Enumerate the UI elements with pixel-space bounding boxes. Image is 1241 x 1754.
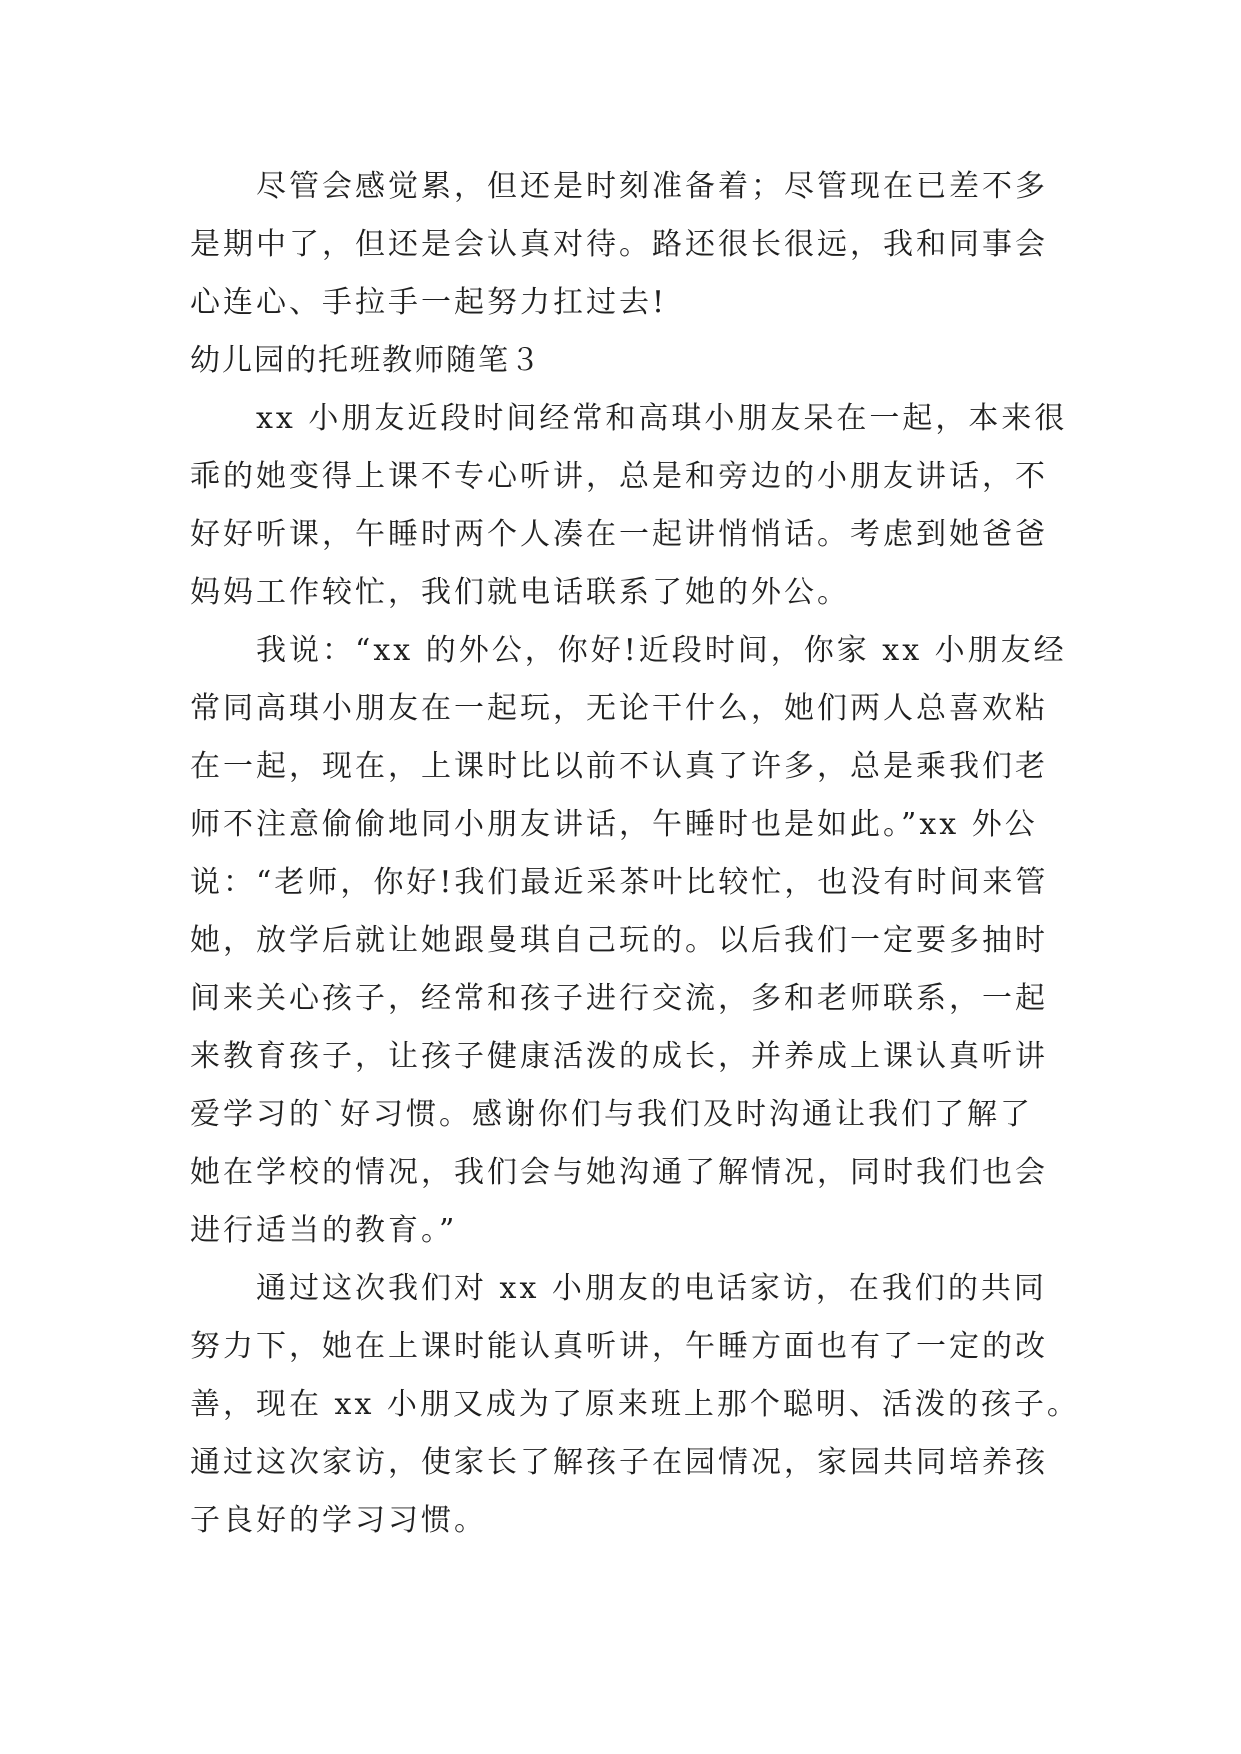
paragraph-line: 尽管会感觉累，但还是时刻准备着；尽管现在已差不多 xyxy=(256,169,1048,204)
paragraph-line: 通过这次我们对 xx 小朋友的电话家访，在我们的共同 xyxy=(256,1271,1047,1306)
paragraph-line: xx 小朋友近段时间经常和高琪小朋友呆在一起，本来很 xyxy=(256,401,1068,436)
paragraph-line: 说：“老师，你好!我们最近采茶叶比较忙，也没有时间来管 xyxy=(190,865,1049,900)
paragraph-line: 她，放学后就让她跟曼琪自己玩的。以后我们一定要多抽时 xyxy=(190,923,1048,958)
paragraph-1 xyxy=(190,158,1060,332)
paragraph-line: 通过这次家访，使家长了解孩子在园情况，家园共同培养孩 xyxy=(190,1445,1048,1480)
paragraph-line: 乖的她变得上课不专心听讲，总是和旁边的小朋友讲话，不 xyxy=(190,459,1048,494)
document-body xyxy=(190,158,1080,1550)
paragraph-line: 间来关心孩子，经常和孩子进行交流，多和老师联系，一起 xyxy=(190,981,1048,1016)
paragraph-line: 善，现在 xx 小朋又成为了原来班上那个聪明、活泼的孩子。 xyxy=(190,1387,1080,1422)
paragraph-line: 爱学习的`好习惯。感谢你们与我们及时沟通让我们了解了 xyxy=(190,1097,1033,1132)
paragraph-line: 妈妈工作较忙，我们就电话联系了她的外公。 xyxy=(190,575,850,610)
paragraph-line: 来教育孩子，让孩子健康活泼的成长，并养成上课认真听讲 xyxy=(190,1039,1048,1074)
paragraph-line: 努力下，她在上课时能认真听讲，午睡方面也有了一定的改 xyxy=(190,1329,1048,1364)
paragraph-line: 我说：“xx 的外公，你好!近段时间，你家 xx 小朋友经 xyxy=(256,633,1067,668)
paragraph-line: 是期中了，但还是会认真对待。路还很长很远，我和同事会 xyxy=(190,227,1048,262)
paragraph-3 xyxy=(190,622,1067,1260)
paragraph-line: 常同高琪小朋友在一起玩，无论干什么，她们两人总喜欢粘 xyxy=(190,691,1048,726)
paragraph-2 xyxy=(190,390,1068,622)
section-heading: 幼儿园的托班教师随笔３ xyxy=(190,343,542,378)
paragraph-line: 子良好的学习习惯。 xyxy=(190,1503,487,1538)
paragraph-line: 心连心、手拉手一起努力扛过去! xyxy=(190,285,668,320)
paragraph-line: 她在学校的情况，我们会与她沟通了解情况，同时我们也会 xyxy=(190,1155,1048,1190)
paragraph-line: 师不注意偷偷地同小朋友讲话，午睡时也是如此。”xx 外公 xyxy=(190,807,1038,842)
paragraph-line: 在一起，现在，上课时比以前不认真了许多，总是乘我们老 xyxy=(190,749,1048,784)
paragraph-line: 好好听课，午睡时两个人凑在一起讲悄悄话。考虑到她爸爸 xyxy=(190,517,1048,552)
paragraph-4 xyxy=(190,1260,1080,1550)
paragraph-line: 进行适当的教育。” xyxy=(190,1213,458,1248)
